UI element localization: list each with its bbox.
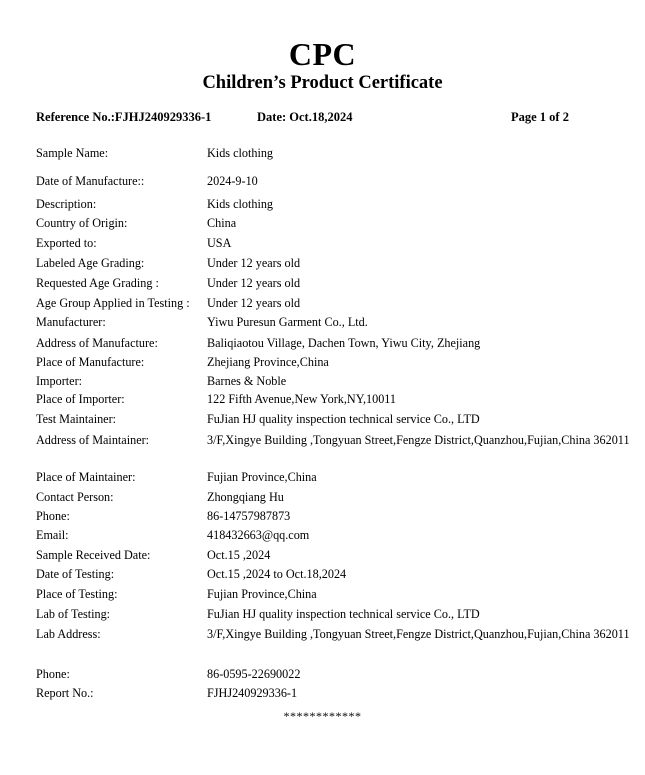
field-value: Under 12 years old: [207, 296, 301, 310]
field-label: Lab Address:: [36, 627, 101, 641]
field-label: Requested Age Grading :: [36, 276, 159, 290]
field-value: Oct.15 ,2024: [207, 548, 271, 562]
field-value: 2024-9-10: [207, 174, 258, 188]
field-label: Place of Manufacture:: [36, 355, 145, 369]
field-value: Zhongqiang Hu: [207, 490, 284, 504]
field-label: Importer:: [36, 374, 83, 388]
field-value: 86-0595-22690022: [207, 667, 301, 681]
field-label: Description:: [36, 197, 97, 211]
field-value: Kids clothing: [207, 197, 274, 211]
field-label: Date of Manufacture::: [36, 174, 145, 188]
field-label: Place of Testing:: [36, 587, 118, 601]
field-label: Address of Maintainer:: [36, 433, 150, 447]
field-value: 3/F,Xingye Building ,Tongyuan Street,Fengze District,Quanzhou,Fujian,China 362011: [207, 627, 630, 641]
certificate-date: Date: Oct.18,2024: [257, 110, 353, 124]
field-label: Country of Origin:: [36, 216, 128, 230]
field-label: Test Maintainer:: [36, 412, 117, 426]
field-label: Exported to:: [36, 236, 97, 250]
field-value: Zhejiang Province,China: [207, 355, 329, 369]
field-value: Baliqiaotou Village, Dachen Town, Yiwu City, Zhejiang: [207, 336, 481, 350]
field-value: Fujian Province,China: [207, 470, 317, 484]
field-value: Barnes & Noble: [207, 374, 287, 388]
field-value: Fujian Province,China: [207, 587, 317, 601]
field-value: Yiwu Puresun Garment Co., Ltd.: [207, 315, 368, 329]
field-label: Manufacturer:: [36, 315, 106, 329]
field-label: Phone:: [36, 667, 70, 681]
field-value: FuJian HJ quality inspection technical service Co., LTD: [207, 607, 480, 621]
page-number: Page 1 of 2: [511, 110, 569, 124]
field-label: Report No.:: [36, 686, 94, 700]
page-title: CPC: [288, 36, 357, 72]
field-label: Sample Name:: [36, 146, 109, 160]
field-label: Address of Manufacture:: [36, 336, 158, 350]
field-label: Age Group Applied in Testing :: [36, 296, 190, 310]
field-value: Under 12 years old: [207, 276, 301, 290]
field-value: USA: [207, 236, 232, 250]
field-value: Kids clothing: [207, 146, 274, 160]
page-subtitle: Children’s Product Certificate: [202, 73, 443, 93]
field-label: Email:: [36, 528, 69, 542]
field-value: Under 12 years old: [207, 256, 301, 270]
field-label: Sample Received Date:: [36, 548, 151, 562]
field-label: Date of Testing:: [36, 567, 115, 581]
field-value: China: [207, 216, 237, 230]
field-label: Lab of Testing:: [36, 607, 111, 621]
field-value: 3/F,Xingye Building ,Tongyuan Street,Fengze District,Quanzhou,Fujian,China 362011: [207, 433, 630, 447]
field-label: Place of Maintainer:: [36, 470, 136, 484]
field-label: Labeled Age Grading:: [36, 256, 145, 270]
field-value: 86-14757987873: [207, 509, 291, 523]
field-value: Oct.15 ,2024 to Oct.18,2024: [207, 567, 347, 581]
reference-number: Reference No.:FJHJ240929336-1: [36, 110, 212, 124]
field-label: Phone:: [36, 509, 70, 523]
field-label: Place of Importer:: [36, 392, 125, 406]
field-value: FuJian HJ quality inspection technical service Co., LTD: [207, 412, 480, 426]
end-of-page-stars: ************: [283, 709, 362, 723]
field-value: 122 Fifth Avenue,New York,NY,10011: [207, 392, 397, 406]
field-label: Contact Person:: [36, 490, 114, 504]
field-value: 418432663@qq.com: [207, 528, 310, 542]
field-value: FJHJ240929336-1: [207, 686, 298, 700]
